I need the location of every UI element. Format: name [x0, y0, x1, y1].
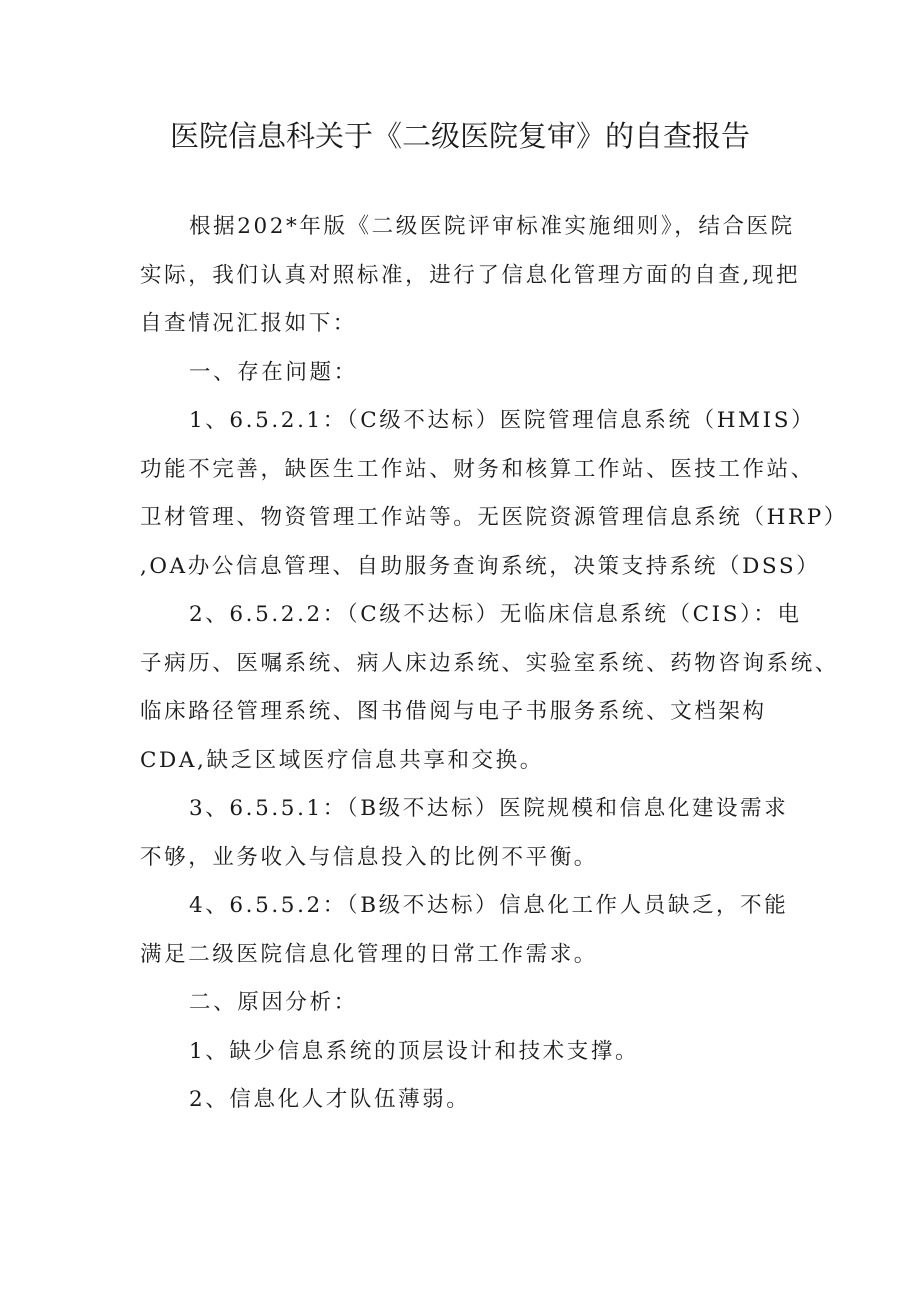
paragraph-line: 4、6.5.5.2：（B级不达标）信息化工作人员缺乏，不能 [189, 893, 789, 918]
paragraph-line: 临床路径管理系统、图书借阅与电子书服务系统、文档架构 [140, 699, 767, 724]
paragraph-line: 功能不完善，缺医生工作站、财务和核算工作站、医技工作站、 [140, 456, 815, 482]
document-body [140, 203, 848, 1125]
paragraph-line: 满足二级医院信息化管理的日常工作需求。 [140, 941, 598, 967]
paragraph-line: 卫材管理、物资管理工作站等。无医院资源管理信息系统（HRP） [140, 505, 848, 530]
document-title: 医院信息科关于《二级医院复审》的自查报告 [169, 119, 750, 153]
paragraph-line: 1、缺少信息系统的顶层设计和技术支撑。 [189, 1038, 640, 1064]
paragraph-line: 3、6.5.5.1：（B级不达标）医院规模和信息化建设需求 [189, 796, 789, 821]
paragraph-line: CDA,缺乏区域医疗信息共享和交换。 [140, 747, 544, 773]
paragraph-line: 2、6.5.2.2：（C级不达标）无临床信息系统（CIS）：电 [189, 602, 802, 627]
paragraph-line: ,OA办公信息管理、自助服务查询系统，决策支持系统（DSS） [140, 553, 821, 579]
paragraph-line: 实际，我们认真对照标准，进行了信息化管理方面的自查,现把 [140, 262, 801, 288]
paragraph-line: 根据202*年版《二级医院评审标准实施细则》，结合医院 [189, 214, 795, 239]
paragraph-line: 1、6.5.2.1：（C级不达标）医院管理信息系统（HMIS） [189, 408, 816, 433]
paragraph-line: 子病历、医嘱系统、病人床边系统、实验室系统、药物咨询系统、 [140, 650, 839, 676]
paragraph-line: 2、信息化人才队伍薄弱。 [189, 1087, 471, 1112]
paragraph-line: 不够，业务收入与信息投入的比例不平衡。 [140, 844, 598, 870]
paragraph-line: 自查情况汇报如下： [140, 311, 357, 336]
section-heading: 二、原因分析： [189, 990, 358, 1015]
section-heading: 一、存在问题： [189, 359, 358, 385]
